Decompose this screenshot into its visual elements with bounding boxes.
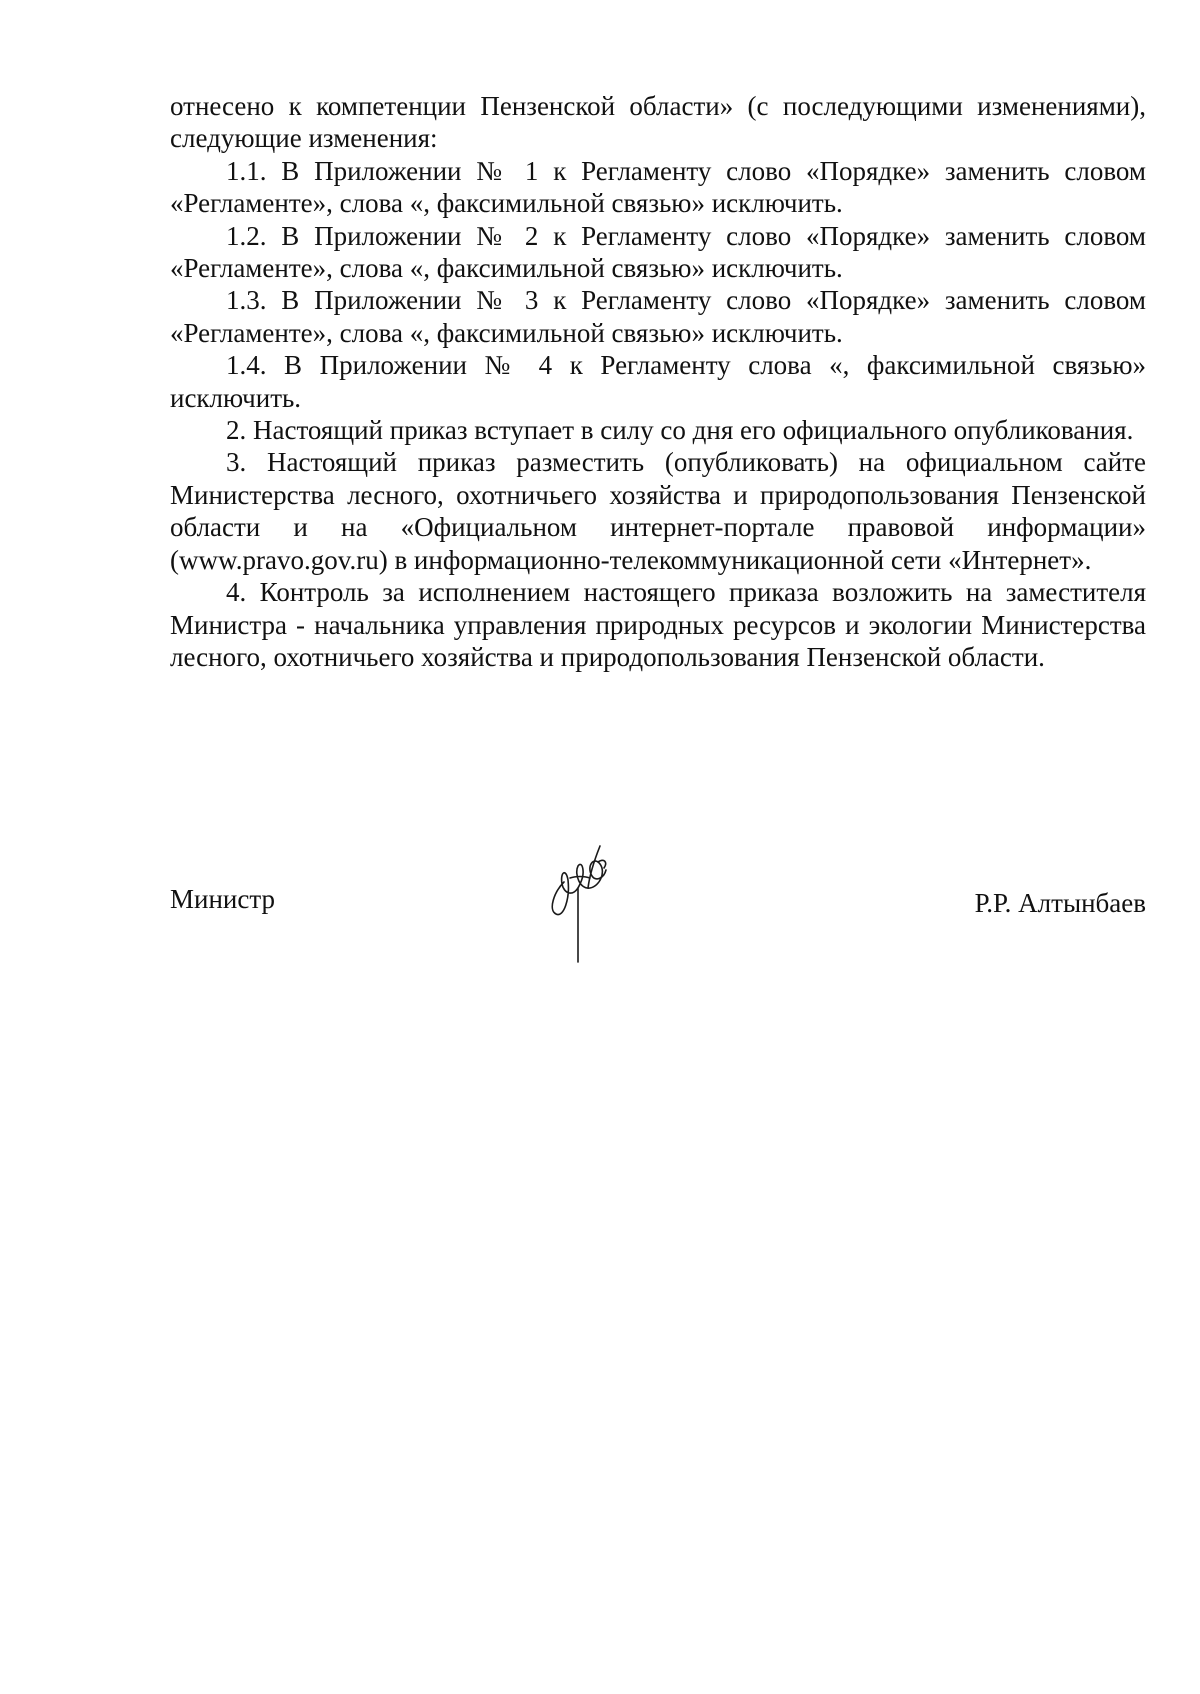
paragraph-item-1-3: 1.3. В Приложении № 3 к Регламенту слово «Порядке» заменить словом «Регламенте», слова «, факсимильной связью» исключить. (170, 285, 1146, 348)
handwritten-signature-icon (534, 832, 634, 972)
paragraph-item-3: 3. Настоящий приказ разместить (опубликовать) на официальном сайте Министерства лесного, охотничьего хозяйства и природопользования Пензенской области и на «Официальном интернет-портале правовой информации» (www.pravo.gov.ru) в информационно-телекоммуникационной сети «Интернет». (170, 447, 1146, 575)
signatory-name: Р.Р. Алтынбаев (974, 888, 1146, 918)
paragraph-continuation: отнесено к компетенции Пензенской области» (с последующими изменениями), следующие изменения: (170, 91, 1146, 154)
paragraph-item-1-4: 1.4. В Приложении № 4 к Регламенту слова «, факсимильной связью» исключить. (170, 350, 1146, 413)
paragraph-item-4: 4. Контроль за исполнением настоящего приказа возложить на заместителя Министра - начальника управления природных ресурсов и экологии Министерства лесного, охотничьего хозяйства и природопользования Пензенской области. (170, 577, 1146, 672)
signature-block (170, 850, 1146, 970)
paragraph-item-2: 2. Настоящий приказ вступает в силу со дня его официального опубликования. (226, 415, 1134, 446)
document-body (170, 90, 1146, 673)
paragraph-item-1-2: 1.2. В Приложении № 2 к Регламенту слово «Порядке» заменить словом «Регламенте», слова «, факсимильной связью» исключить. (170, 220, 1146, 284)
signatory-title: Министр (170, 884, 275, 914)
paragraph-item-1-1: 1.1. В Приложении № 1 к Регламенту слово «Порядке» заменить словом «Регламенте», слова «, факсимильной связью» исключить. (170, 155, 1146, 219)
